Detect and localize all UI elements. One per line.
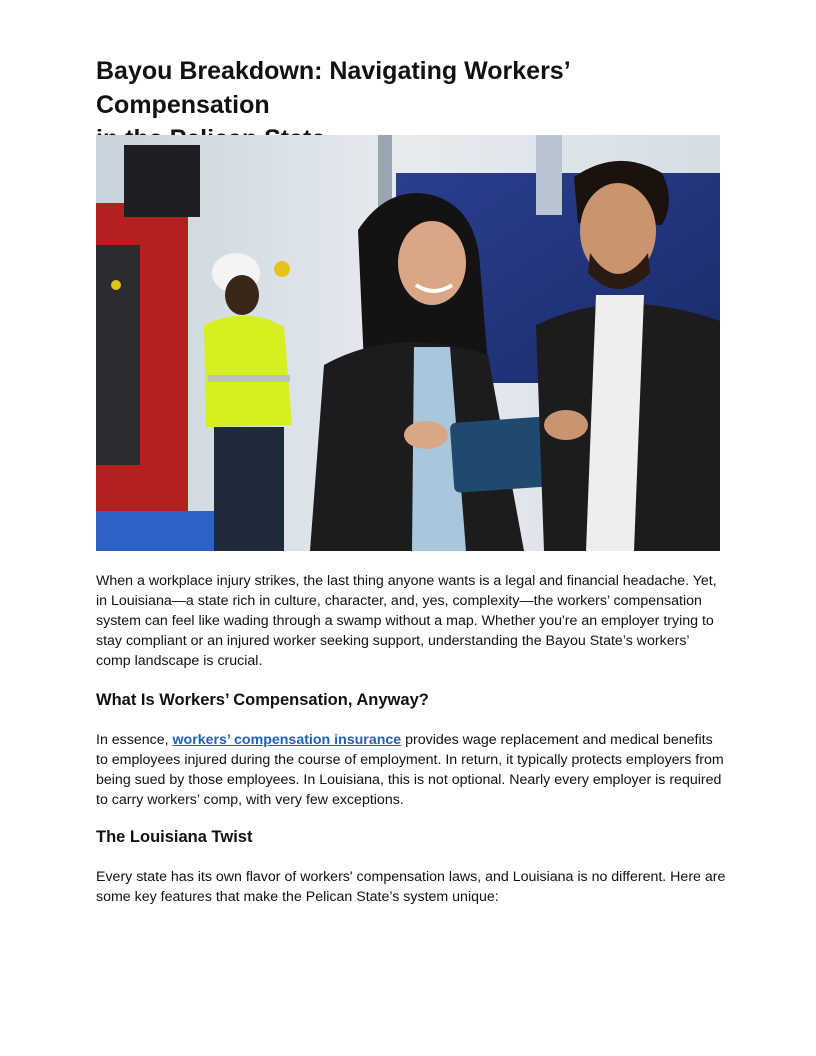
section-paragraph-louisiana-twist: Every state has its own flavor of workers' compensation laws, and Louisiana is no different. Here are some key features that make the Pelican State’s system unique: (96, 869, 726, 905)
worker-head (225, 275, 259, 315)
woman-hand (404, 421, 448, 449)
worker-pants (214, 427, 284, 551)
man-shirt (586, 295, 644, 551)
hero-illustration (96, 135, 720, 551)
duct (536, 135, 562, 215)
reflective-stripe (208, 375, 290, 382)
text-after-link: provides wage replacement and medical benefits to employees injured during the course of employment. In return, it typically protects employers from being sued by those employees. In Louisiana, this is not optional. Nearly every employer is required to carry workers’ comp, with very few exceptions. (96, 732, 724, 808)
hero-image (96, 135, 720, 551)
panel-light (111, 280, 121, 290)
section-heading-louisiana-twist: The Louisiana Twist (96, 828, 253, 846)
title-line-1: Bayou Breakdown: Navigating Workers’ Compensation (96, 57, 570, 119)
workers-comp-insurance-link[interactable]: workers’ compensation insurance (172, 732, 402, 748)
hi-vis-vest (204, 315, 292, 427)
hanging-light (274, 261, 290, 277)
text-before-link: In essence, (96, 732, 173, 748)
section-paragraph-what-is (96, 730, 726, 810)
man-hand (544, 410, 588, 440)
control-panel (96, 245, 140, 465)
blue-crates (96, 511, 216, 551)
machine-monitor (124, 145, 200, 217)
intro-paragraph: When a workplace injury strikes, the last thing anyone wants is a legal and financial headache. Yet, in Louisiana—a state rich in culture, character, and, yes, complexity—the workers’ compensation system can feel like wading through a swamp without a map. Whether you're an employer trying to stay compliant or an injured worker seeking support, understanding the Bayou State’s workers’ comp landscape is crucial. (96, 573, 717, 669)
section-heading-what-is: What Is Workers’ Compensation, Anyway? (96, 691, 429, 709)
